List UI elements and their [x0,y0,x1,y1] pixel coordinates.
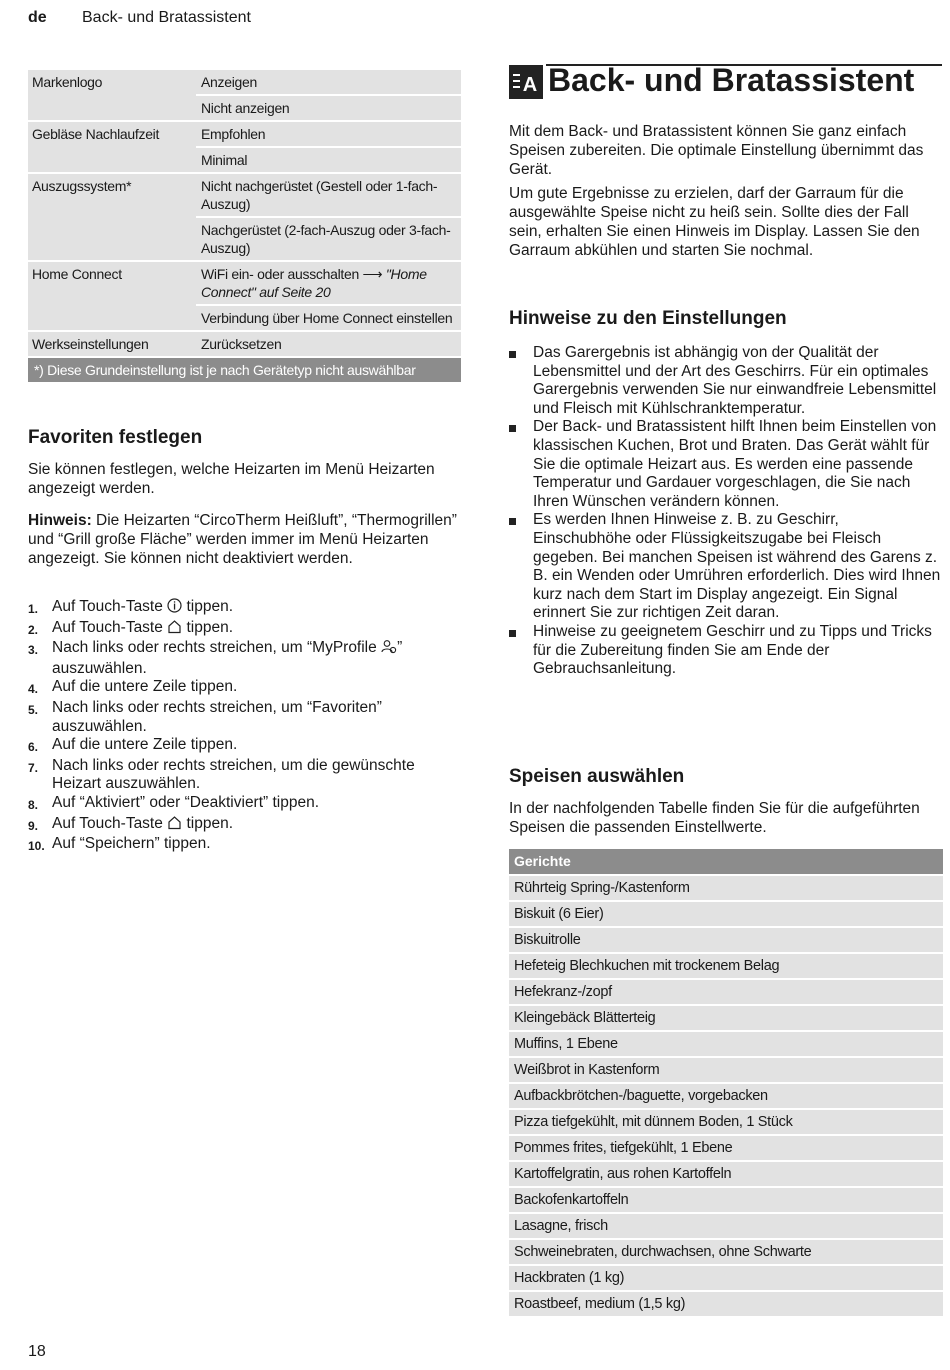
bullet-square-icon [509,511,533,623]
settings-key [28,148,196,174]
dish-row: Roastbeef, medium (1,5 kg) [509,1290,943,1316]
home-icon [167,619,182,640]
dish-row: Hefeteig Blechkuchen mit trockenem Belag [509,952,943,978]
step-number: 1. [28,602,39,616]
settings-key [28,218,196,262]
dish-row: Aufbackbrötchen-/baguette, vorgebacken [509,1082,943,1108]
step-item [28,598,468,619]
step-text-post: tippen. [182,618,234,636]
step-text-pre: Auf die untere Zeile tippen. [52,736,238,754]
settings-row [28,148,461,174]
settings-value-text: Minimal [201,152,248,168]
settings-value [196,174,461,218]
settings-value-text: Zurücksetzen [201,336,282,352]
dish-row: Pizza tiefgekühlt, mit dünnem Boden, 1 Stück [509,1108,943,1134]
step-item [28,757,468,794]
settings-row [28,218,461,262]
settings-key: Werkseinstellungen [28,332,196,358]
speisen-intro: In der nachfolgenden Tabelle finden Sie für die aufgeführten Speisen die passenden Einstellwerte. [509,800,920,836]
dish-row: Rührteig Spring-/Kastenform [509,874,943,900]
dish-row: Weißbrot in Kastenform [509,1056,943,1082]
settings-value-text: Nicht anzeigen [201,100,290,116]
step-text-pre: Auf Touch-Taste [52,814,168,832]
settings-table [28,70,461,382]
settings-value [196,148,461,174]
bullet-text: Der Back- und Bratassistent hilft Ihnen beim Einstellen von klassischen Kuchen, Brot und Braten. Das Gerät wählt für Sie die optimale Heizart aus. Es werden eine passende Temperatur und Gardauer vorgeschlagen, die Sie nach Ihren Wünschen verändern können. [533,418,937,510]
running-header-title: Back- und Bratassistent [82,9,251,26]
step-text-post: ” auszuwählen. [52,639,403,677]
step-text [52,619,468,640]
dish-row: Pommes frites, tiefgekühlt, 1 Ebene [509,1134,943,1160]
language-code: de [28,9,47,26]
step-text-post: tippen. [182,814,234,832]
settings-key [28,96,196,122]
settings-value [196,332,461,358]
page-number: 18 [28,1343,46,1360]
bullet-item [509,511,941,623]
bullet-text: Das Garergebnis ist abhängig von der Qualität der Lebensmittel und der Art des Geschirrs. Für ein optimales Garergebnis verwenden Sie nur einwandfreie Lebensmittel und Fleisch mit Kühlschranktemperatur. [533,344,937,417]
dishes-header: Gerichte [509,849,943,874]
settings-row [28,122,461,148]
bullet-square-icon [509,418,533,511]
step-number: 5. [28,702,39,717]
step-item [28,835,468,856]
step-text [52,678,468,699]
settings-value-text: Empfohlen [201,126,266,142]
step-number: 7. [28,760,39,775]
dish-row: Hefekranz-/zopf [509,978,943,1004]
step-text [52,835,468,856]
step-text-pre: Nach links oder rechts streichen, um “MyProfile [52,639,382,657]
assistant-intro-1: Mit dem Back- und Bratassistent können Sie ganz einfach Speisen zubereiten. Die optimale Einstellung übernimmt das Gerät. [509,123,924,178]
step-text [52,639,468,678]
settings-value-text: Verbindung über Home Connect einstellen [201,310,453,326]
dish-row: Schweinebraten, durchwachsen, ohne Schwarte [509,1238,943,1264]
dish-row: Biskuitrolle [509,926,943,952]
favoriten-note [28,511,463,568]
speisen-heading: Speisen auswählen [509,766,685,787]
step-item [28,699,468,736]
step-number: 6. [28,740,39,755]
bullet-text: Hinweise zu geeignetem Geschirr und zu Tipps und Tricks für die Zubereitung finden Sie am Ende der Gebrauchsanleitung. [533,622,932,678]
note-text: Die Heizarten “CircoTherm Heißluft”, “Thermogrillen” und “Grill große Fläche” werden immer im Menü Heizarten angezeigt. Sie können nicht deaktiviert werden. [28,512,457,567]
settings-value [196,122,461,148]
step-number: 3. [28,643,39,658]
favoriten-intro: Sie können festlegen, welche Heizarten im Menü Heizarten angezeigt werden. [28,461,435,497]
settings-value-text: Nicht nachgerüstet (Gestell oder 1-fach-Auszug) [201,178,438,212]
settings-key: Home Connect [28,262,196,306]
bullet-item [509,623,941,679]
home-icon [167,815,182,836]
step-text [52,699,468,736]
step-text-post: tippen. [182,598,234,615]
step-number: 9. [28,818,39,833]
step-number: 10. [28,839,45,854]
hinweise-list [509,344,941,679]
step-text [52,757,468,794]
settings-value [196,96,461,122]
settings-value [196,70,461,96]
step-number: 4. [28,682,39,697]
dish-row: Kartoffelgratin, aus rohen Kartoffeln [509,1160,943,1186]
dishes-table [509,849,943,1316]
info-icon [167,598,182,619]
settings-row [28,174,461,218]
step-item [28,678,468,699]
note-label: Hinweis: [28,512,92,529]
step-item [28,619,468,640]
settings-value-text: WiFi ein- oder ausschalten ⟶ [201,266,386,282]
bullet-text: Es werden Ihnen Hinweise z. B. zu Geschirr, Einschubhöhe oder Flüssigkeitszugabe bei Fleisch gegeben. Bei manchen Speisen ist während des Garens z. B. ein Wenden oder Umrühren erforderlich. Dies wird Ihnen kurz nach dem Start im Display angezeigt. Ein Signal erinnert Sie zur richtigen Zeit daran. [533,511,941,622]
bullet-item [509,418,941,511]
step-text [52,794,468,815]
settings-key: Gebläse Nachlaufzeit [28,122,196,148]
assistant-icon [509,65,543,99]
settings-row [28,262,461,306]
settings-value-text: Anzeigen [201,74,257,90]
assistant-intro-2: Um gute Ergebnisse zu erzielen, darf der Garraum für die ausgewählte Speise nicht zu heiß sein. Sollte dies der Fall sein, erhalten Sie einen Hinweis im Display. Lassen Sie den Garraum abkühlen und starten Sie nochmal. [509,185,920,259]
favoriten-steps [28,598,468,856]
dish-row: Backofenkartoffeln [509,1186,943,1212]
dish-row: Muffins, 1 Ebene [509,1030,943,1056]
profile-icon [381,639,397,660]
settings-value [196,262,461,306]
settings-row [28,332,461,358]
step-text-pre: Auf die untere Zeile tippen. [52,678,238,696]
section-title: Back- und Bratassistent [548,62,915,98]
hinweise-heading: Hinweise zu den Einstellungen [509,308,787,329]
settings-key: Markenlogo [28,70,196,96]
dish-row: Kleingebäck Blätterteig [509,1004,943,1030]
bullet-square-icon [509,344,533,418]
bullet-square-icon [509,623,533,679]
step-text-pre: Auf “Speichern” tippen. [52,835,211,853]
step-text [52,815,468,836]
settings-footnote: *) Diese Grundeinstellung ist je nach Gerätetyp nicht auswählbar [28,358,461,382]
settings-value-text: Nachgerüstet (2-fach-Auszug oder 3-fach-Auszug) [201,222,451,256]
step-item [28,794,468,815]
settings-row [28,70,461,96]
favoriten-heading: Favoriten festlegen [28,427,203,448]
step-text-pre: Auf Touch-Taste [52,598,168,615]
step-text-pre: Auf “Aktiviert” oder “Deaktiviert” tippen. [52,793,320,811]
step-item [28,639,468,678]
step-item [28,815,468,836]
dish-row: Biskuit (6 Eier) [509,900,943,926]
badge-letter: A [522,74,538,96]
settings-row [28,306,461,332]
bullet-item [509,344,941,418]
step-number: 8. [28,797,39,812]
step-text-pre: Auf Touch-Taste [52,618,168,636]
settings-row [28,96,461,122]
step-text-pre: Nach links oder rechts streichen, um die gewünschte Heizart auszuwählen. [52,756,415,793]
step-text-pre: Nach links oder rechts streichen, um “Favoriten” auszuwählen. [52,698,382,735]
dish-row: Hackbraten (1 kg) [509,1264,943,1290]
settings-value [196,306,461,332]
step-text [52,736,468,757]
assistant-badge [509,65,543,99]
step-number: 2. [28,622,39,637]
step-text [52,598,468,619]
settings-key [28,306,196,332]
step-item [28,736,468,757]
settings-value [196,218,461,262]
page-reference-link[interactable]: "Home Connect" auf Seite 20 [201,266,427,300]
dish-row: Lasagne, frisch [509,1212,943,1238]
settings-key: Auszugssystem* [28,174,196,218]
